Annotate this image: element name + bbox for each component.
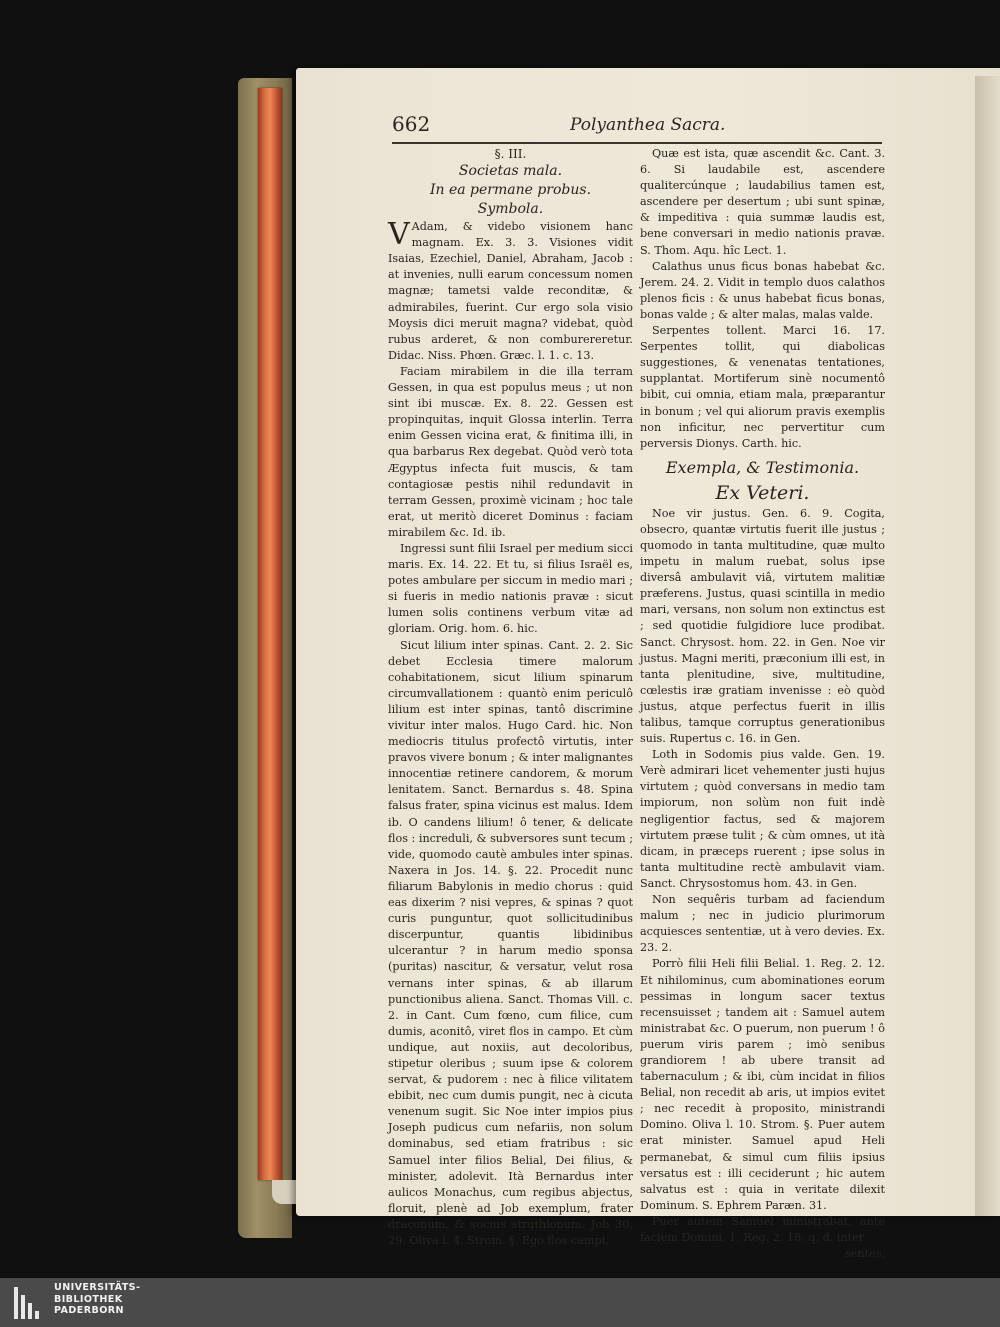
library-name-line: UNIVERSITÄTS- bbox=[54, 1282, 141, 1293]
running-title: Polyanthea Sacra. bbox=[570, 115, 726, 135]
paragraph: Noe vir justus. Gen. 6. 9. Cogita, obsecro, quantæ virtutis fuerit ille justus ; quomodo in tanta multitudine, quæ multo impetu in malum ruebat, solus ipse diversâ ambulavit viâ, virtutem malitiæ præferens. Justus, quasi scintilla in medio mari, versans, non solum non extinctus est ; sed quotidie fulgidiore luce prodibat. Sanct. Chrysost. hom. 22. in Gen. Noe vir justus. Magni meriti, præconium illi est, in tanta plenitudine, sive, multitudine, cœlestis iræ gratiam invenisse : eò quòd justus, atque perfectus fuerit in illis talibus, tamque corruptus generationibus suis. Rupertus c. 16. in Gen. bbox=[640, 506, 885, 746]
page-edges bbox=[258, 88, 282, 1180]
paragraph: Sicut lilium inter spinas. Cant. 2. 2. Sic debet Ecclesia timere malorum cohabitationem, sicut lilium spinarum circumvallationem : quantò enim periculô lilium est inter spinas, tantô discrimine vivitur inter malos. Hugo Card. hic. Non mediocris titulus profectô virtutis, inter pravos vivere bonum ; & inter malignantes innocentiæ retinere candorem, & morum lenitatem. Sanct. Bernardus s. 48. Spina falsus frater, spina vicinus est malus. Idem ib. O candens lilium! ô tener, & delicate flos : increduli, & subversores sunt tecum ; vide, quomodo cautè ambules inter spinas. Naxera in Jos. 14. §. 22. Procedit nunc filiarum Babylonis in medio chorus : quid eas dixerim ? nisi vepres, & spinas ? quot curis punguntur, quot sollicitudinibus discerpuntur, quantis libidinibus ulcerantur ? in harum medio sponsa (puritas) nascitur, & versatur, velut rosa vernans inter spinas, & ab illarum punctionibus aliena. Sanct. Thomas Vill. c. 2. in Cant. Cum fœno, cum filice, cum dumis, aconitô, viret flos in campo. Et cùm undique, aut noxiis, aut decoloribus, stipetur oleribus ; suum ipse & colorem servat, & pudorem : nec à filice vilitatem ebibit, nec cum dumis pungit, nec à cicuta venenum sugit. Sic Noe inter impios pius Joseph pudicus cum nefariis, non solum dominabus, sed etiam fratribus : sic Samuel inter filios Belial, Dei filius, & minister, adolevit. Ità Bernardus inter aulicos Monachus, cum regibus abjectus, floruit, plenè ad Job exemplum, frater draconum, & socius struthionum. Job 30, 29. Oliva l. 4. Strom. §. Ego flos campi, bbox=[388, 638, 633, 1247]
drop-cap: V bbox=[388, 217, 410, 253]
section-number: §. III. bbox=[494, 147, 527, 161]
paragraph: Quæ est ista, quæ ascendit &c. Cant. 3. 6. Si laudabile est, ascendere qualitercúnque ; laudabilius tamen est, ascendere per desertum ; ubi sunt spinæ, & impeditiva : quia summæ laudis est, bene conversari in medio nationis pravæ. S. Thom. Aqu. hîc Lect. 1. bbox=[640, 147, 885, 257]
page-header bbox=[392, 112, 882, 142]
left-column bbox=[388, 146, 633, 1249]
paragraph: Ingressi sunt filii Israel per medium sicci maris. Ex. 14. 22. Et tu, si filius Israël es, potes ambulare per siccum in medio mari ; si fueris in medio nationis pravæ : sicut lumen solis continens verbum vitæ ad gloriam. Orig. hom. 6. hic. bbox=[388, 541, 633, 636]
heading-ex-veteri: Ex Veteri. bbox=[715, 481, 810, 504]
library-name-line: PADERBORN bbox=[54, 1305, 124, 1316]
paragraph-text: Adam, & videbo visionem hanc magnam. Ex. 3. 3. Visiones vidit Isaias, Ezechiel, Daniel, Abraham, Jacob : at invenies, nulli earum concessum nomen magnæ; tametsi valde reconditæ, & admirabiles, fuerint. Cur ergo sola visio Moysis dici meruit magna? videbat, quòd rubus arderet, & non comburereretur. Didac. Niss. Phœn. Græc. l. 1. c. 13. bbox=[388, 220, 633, 362]
heading-exempla: Exempla, & Testimonia. bbox=[665, 457, 860, 477]
catchword: sentes, bbox=[845, 1247, 885, 1261]
facing-page-edge bbox=[975, 76, 1000, 1216]
paragraph bbox=[388, 219, 633, 364]
paragraph: Faciam mirabilem in die illa terram Gessen, in qua est populus meus ; ut non sint ibi muscæ. Ex. 8. 22. Gessen est propinquitas, inquit Glossa interlin. Terra enim Gessen vicina erat, & finitima illi, in qua barbarus Rex degebat. Quòd verò tota Ægyptus infecta fuit muscis, & tam contagiosæ pestis nihil redundavit in terram Gessen, proximè vicinam ; hoc tale erat, ut meritò diceret Dominus : faciam mirabilem &c. Id. ib. bbox=[388, 364, 633, 539]
library-name bbox=[54, 1282, 140, 1317]
paragraph: Calathus unus ficus bonas habebat &c. Jerem. 24. 2. Vidit in templo duos calathos plenos ficis : & unus habebat ficus bonas, bonas valde ; & alter malas, malas valde. bbox=[640, 259, 885, 321]
section-title: Societas mala. bbox=[458, 163, 563, 180]
section-label-symbola: Symbola. bbox=[477, 201, 544, 218]
right-column bbox=[640, 146, 885, 1262]
paragraph: Loth in Sodomis pius valde. Gen. 19. Verè admirari licet vehementer justi hujus virtutem ; quòd conversans in medio tam impiorum, non solùm non fuit indè negligentior factus, sed & majorem virtutem præse tulit ; & cùm omnes, ut ità dicam, in præceps ruerent ; ipse solus in tanta multitudine rectè ambulavit viam. Sanct. Chrysostomus hom. 43. in Gen. bbox=[640, 748, 885, 890]
paragraph: Serpentes tollent. Marci 16. 17. Serpentes tollit, qui diabolicas suggestiones, & venenatas tentationes, supplantat. Mortiferum sinè nocumentô bibit, cui omnia, etiam mala, præparantur in bonum ; vel qui aliorum pravis exemplis non inficitur, nec pervertitur cum perversis Dionys. Carth. hic. bbox=[640, 324, 885, 450]
paragraph: Puer autem Samuel ministrabat, ante faciem Domini, 1. Reg. 2. 18. q. d. inter bbox=[640, 1214, 885, 1244]
library-footer bbox=[0, 1278, 1000, 1327]
section-subtitle: In ea permane probus. bbox=[429, 182, 592, 199]
header-rule bbox=[392, 142, 882, 144]
page-number: 662 bbox=[392, 112, 431, 136]
library-name-line: BIBLIOTHEK bbox=[54, 1293, 123, 1305]
paragraph: Non sequêris turbam ad faciendum malum ; nec in judicio plurimorum acquiesces sententiæ, ut à vero devies. Ex. 23. 2. bbox=[640, 893, 885, 955]
paragraph: Porrò filii Heli filii Belial. 1. Reg. 2. 12. Et nihilominus, cum abominationes eorum pessimas in longum sacer textus recensuisset ; tandem ait : Samuel autem ministrabat &c. O puerum, non puerum ! ô puerum viris parem ; imò senibus grandiorem ! ab ubere transit ad tabernaculum ; & ibi, cùm incidat in filios Belial, non recedit ab aris, ut impios evitet ; nec recedit à proposito, ministrandi Domino. Oliva l. 10. Strom. §. Puer autem erat minister. Samuel apud Heli permanebat, & simul cum filiis ipsius versatus est : illi ceciderunt ; hic autem salvatus est : quia in veritate dilexit Dominum. S. Ephrem Paræn. 31. bbox=[640, 957, 885, 1212]
library-logo-icon bbox=[14, 1287, 46, 1319]
